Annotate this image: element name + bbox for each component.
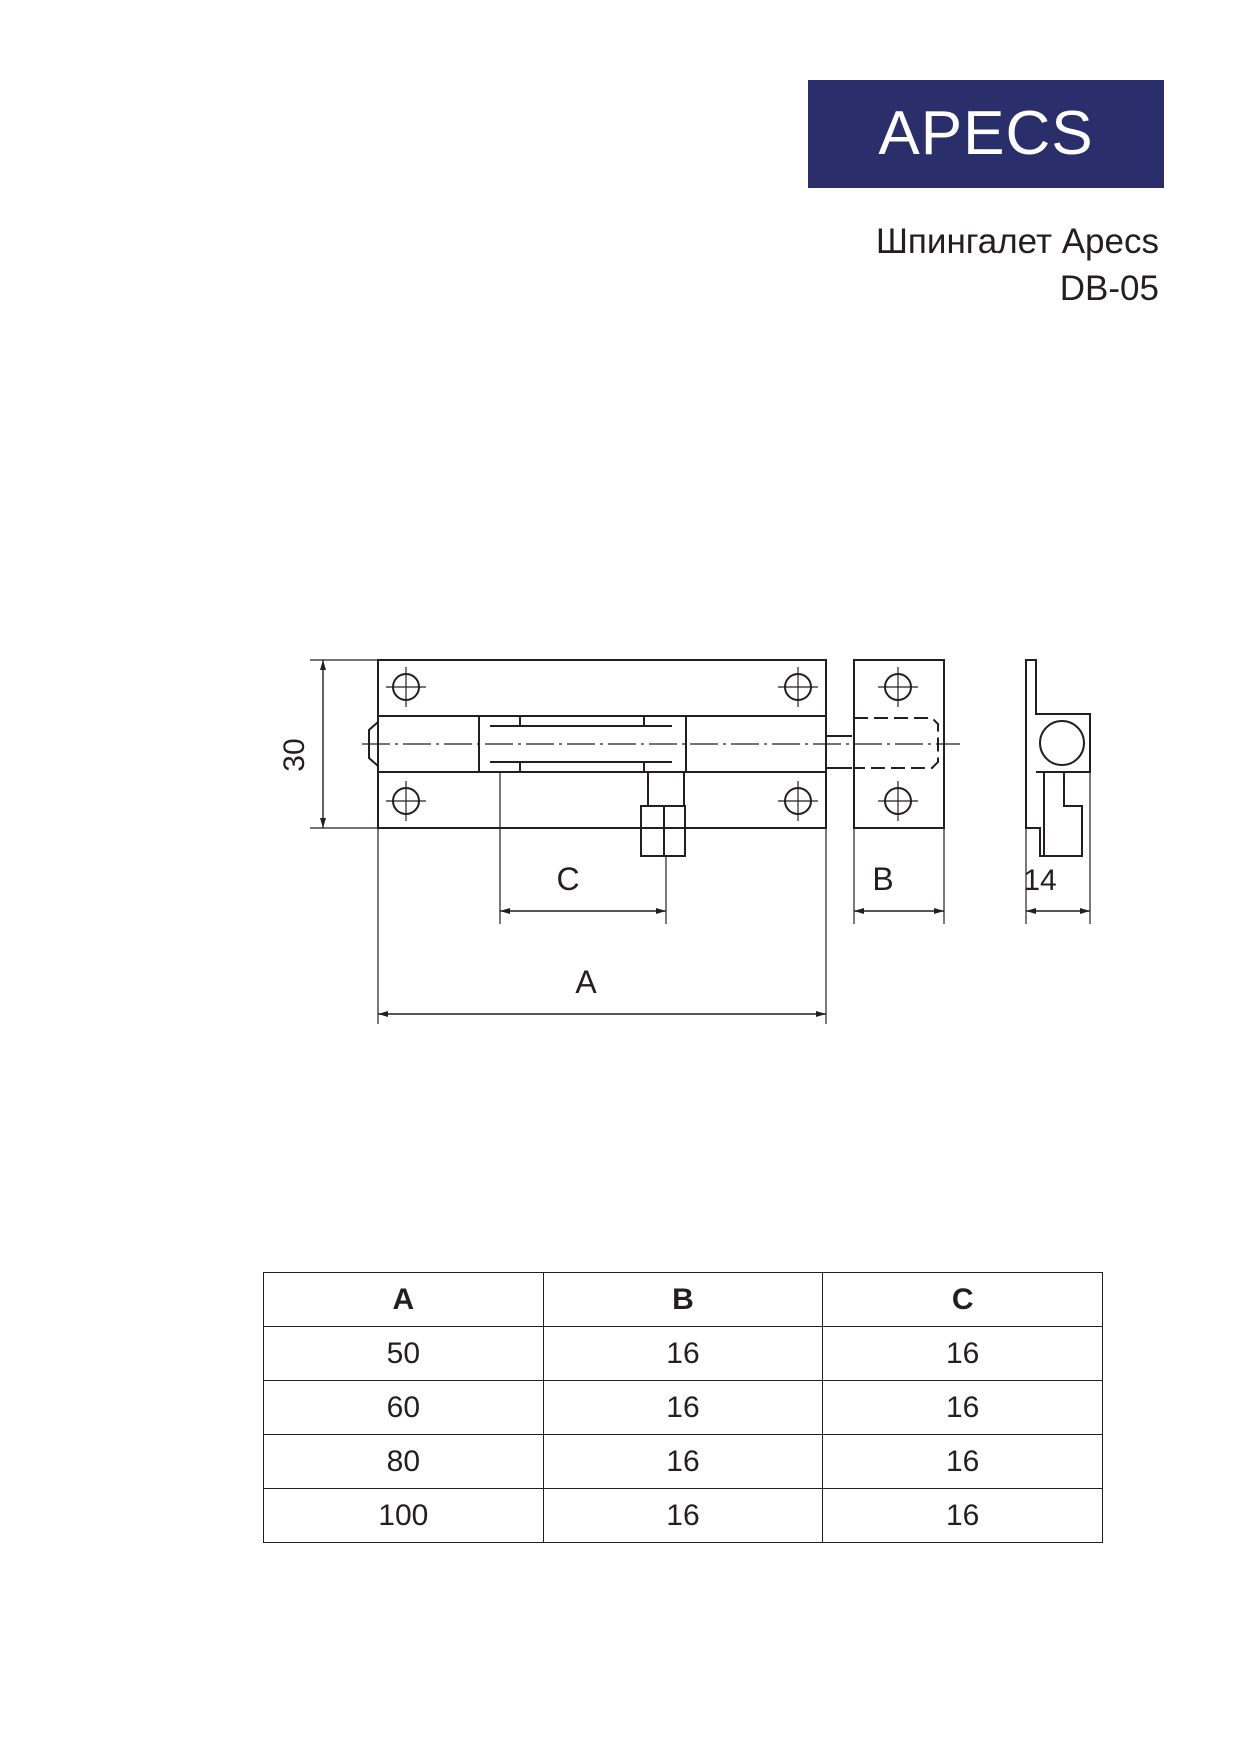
cell-c: 16 bbox=[823, 1435, 1103, 1489]
bolt-handle-stem bbox=[648, 772, 684, 806]
header-b: B bbox=[543, 1273, 823, 1327]
cell-b: 16 bbox=[543, 1381, 823, 1435]
cell-b: 16 bbox=[543, 1435, 823, 1489]
dimension-c-label: C bbox=[556, 861, 580, 897]
cell-b: 16 bbox=[543, 1327, 823, 1381]
table-row bbox=[264, 1381, 1103, 1435]
bolt-extension bbox=[826, 736, 852, 768]
header-a: A bbox=[264, 1273, 544, 1327]
cell-a: 80 bbox=[264, 1435, 544, 1489]
dimension-a-label: A bbox=[575, 964, 597, 1000]
table-row bbox=[264, 1435, 1103, 1489]
logo-text: APECS bbox=[878, 99, 1094, 168]
cell-c: 16 bbox=[823, 1381, 1103, 1435]
cell-a: 50 bbox=[264, 1327, 544, 1381]
product-model: DB-05 bbox=[1059, 269, 1159, 308]
table-row bbox=[264, 1489, 1103, 1543]
product-name: Шпингалет Apecs bbox=[875, 222, 1159, 261]
cell-b: 16 bbox=[543, 1489, 823, 1543]
table-row bbox=[264, 1327, 1103, 1381]
dimensions-table bbox=[263, 1272, 1103, 1543]
dimension-depth-label: 14 bbox=[1023, 864, 1057, 897]
dimension-height-label: 30 bbox=[278, 738, 311, 772]
cell-c: 16 bbox=[823, 1489, 1103, 1543]
table-header-row bbox=[264, 1273, 1103, 1327]
cell-c: 16 bbox=[823, 1327, 1103, 1381]
side-view bbox=[1026, 660, 1090, 856]
cell-a: 100 bbox=[264, 1489, 544, 1543]
cell-a: 60 bbox=[264, 1381, 544, 1435]
dimension-b-label: B bbox=[872, 861, 894, 897]
strike-slot bbox=[854, 718, 938, 768]
header-c: C bbox=[823, 1273, 1103, 1327]
